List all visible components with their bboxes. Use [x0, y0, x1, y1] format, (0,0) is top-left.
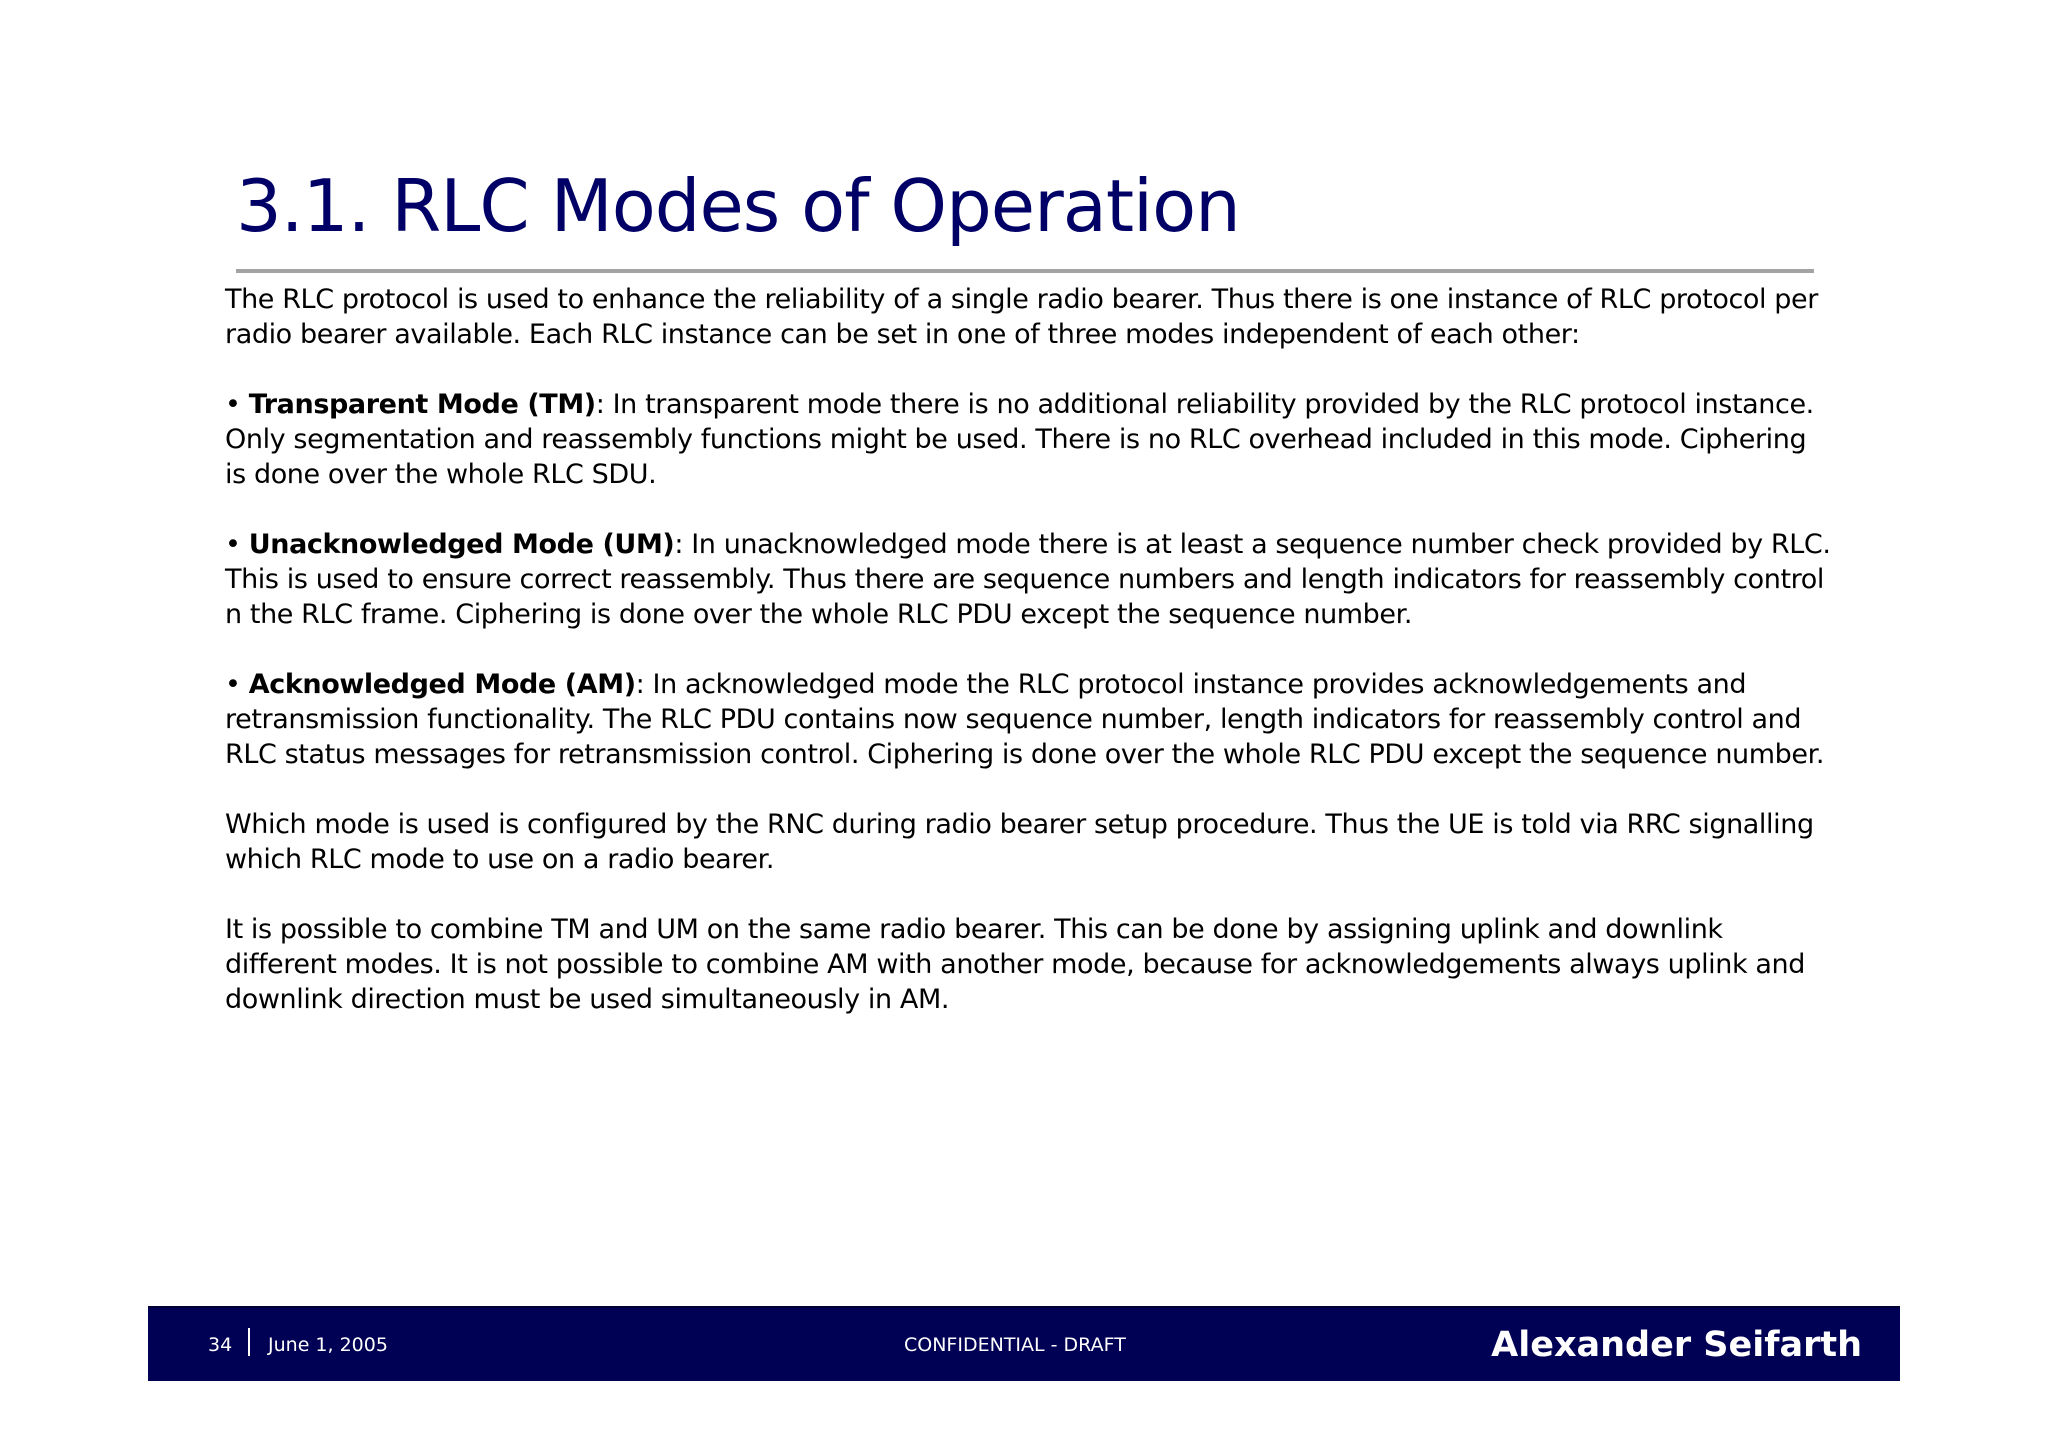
mode-description-um: : In unacknowledged mode there is at least a sequence number check provided by RLC. This is used to ensure correct reassembly. Thus there are sequence numbers and length indicators for reassembly control n the RLC frame. Ciphering is done over the whole RLC PDU except the sequence number. — [225, 529, 1831, 630]
footer-separator — [248, 1328, 250, 1356]
confidentiality-label: CONFIDENTIAL - DRAFT — [904, 1334, 1126, 1356]
mode-name-am: Acknowledged Mode (AM) — [248, 669, 636, 700]
author-name: Alexander Seifarth — [1491, 1325, 1862, 1365]
slide-body — [225, 282, 1835, 1052]
mode-acknowledged — [225, 667, 1835, 772]
bullet: • — [225, 529, 241, 560]
config-paragraph: Which mode is used is configured by the RNC during radio bearer setup procedure. Thus the UE is told via RRC signalling which RLC mode to use on a radio bearer. — [225, 809, 1814, 875]
mode-name-um: Unacknowledged Mode (UM) — [248, 529, 675, 560]
mode-description-tm: : In transparent mode there is no additional reliability provided by the RLC protocol instance. Only segmentation and reassembly functions might be used. There is no RLC overhead included in this mode. Ciphering is done over the whole RLC SDU. — [225, 389, 1814, 490]
footer-bar — [148, 1306, 1900, 1381]
mode-name-tm: Transparent Mode (TM) — [248, 389, 596, 420]
mode-description-am: : In acknowledged mode the RLC protocol instance provides acknowledgements and retransmission functionality. The RLC PDU contains now sequence number, length indicators for reassembly control and RLC status messages for retransmission control. Ciphering is done over the whole RLC PDU except the sequence number. — [225, 669, 1825, 770]
title-divider — [236, 269, 1814, 273]
bullet: • — [225, 669, 241, 700]
intro-paragraph: The RLC protocol is used to enhance the reliability of a single radio bearer. Thus there is one instance of RLC protocol per radio bearer available. Each RLC instance can be set in one of three modes independent of each other: — [225, 284, 1818, 350]
bullet: • — [225, 389, 241, 420]
footer-date: June 1, 2005 — [268, 1334, 388, 1356]
page-number: 34 — [208, 1334, 233, 1356]
mode-transparent — [225, 387, 1835, 492]
slide-title: 3.1. RLC Modes of Operation — [236, 164, 1240, 248]
combine-paragraph: It is possible to combine TM and UM on the same radio bearer. This can be done by assigning uplink and downlink different modes. It is not possible to combine AM with another mode, because for acknowledgements always uplink and downlink direction must be used simultaneously in AM. — [225, 914, 1805, 1015]
mode-unacknowledged — [225, 527, 1835, 632]
